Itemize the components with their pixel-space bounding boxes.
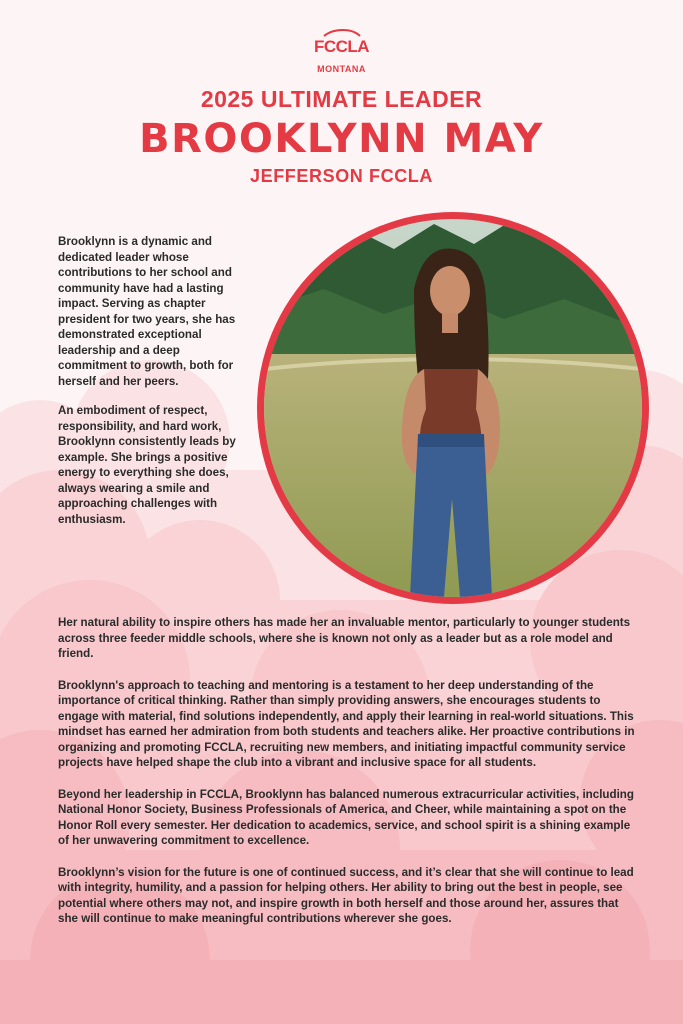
award-title: 2025 ULTIMATE LEADER xyxy=(200,86,483,112)
body-paragraph: Beyond her leadership in FCCLA, Brooklynn has balanced numerous extracurricular activities, including National Honor Society, Business Professionals of America, and Cheer, while maintaining a spot on the Honor Roll every semester. Her dedication to academics, service, and school spirit is a shining example of her unwavering commitment to excellence. xyxy=(58,787,634,847)
intro-paragraph: An embodiment of respect, responsibility, and hard work, Brooklynn consistently leads by example. She brings a positive energy to everything she does, always wearing a smile and approaching challenges with enthusiasm. xyxy=(58,404,236,526)
chapter-name: JEFFERSON FCCLA xyxy=(249,166,433,186)
body-paragraph: Brooklynn's approach to teaching and mentoring is a testament to her deep understanding of the importance of critical thinking. Rather than simply providing answers, she encourages students to engage with material, find solutions independently, and apply their learning in real-world situations. This mindset has earned her admiration from both students and teachers alike. Her proactive contributions in organizing and promoting FCCLA, recruiting new members, and initiating impactful community service projects have helped shape the club into a vibrant and inclusive space for all students. xyxy=(58,678,635,769)
body-paragraph: Brooklynn’s vision for the future is one of continued success, and it’s clear that she will continue to lead with integrity, humility, and a passion for helping others. Her ability to bring out the best in people, see potential where others may not, and inspire growth in both herself and those around her, assures that she will continue to make meaningful contributions wherever she goes. xyxy=(58,865,634,925)
portrait-photo xyxy=(264,219,642,597)
logo-brand-text: FCCLA xyxy=(313,37,370,56)
logo-state-text: MONTANA xyxy=(317,64,366,74)
body-paragraph: Her natural ability to inspire others has made her an invaluable mentor, particularly to younger students across three feeder middle schools, where she is known not only as a leader but as a role model and friend. xyxy=(58,616,631,660)
body-column xyxy=(58,615,638,943)
intro-column xyxy=(58,234,248,541)
intro-paragraph: Brooklynn is a dynamic and dedicated leader whose contributions to her school and community have had a lasting impact. Serving as chapter president for two years, she has demonstrated exceptional leadership and a deep commitment to growth, both for herself and her peers. xyxy=(58,235,236,388)
photo-frame xyxy=(257,212,649,604)
fccla-logo xyxy=(0,28,683,74)
honoree-name: BROOKLYNN MAY xyxy=(139,116,544,162)
